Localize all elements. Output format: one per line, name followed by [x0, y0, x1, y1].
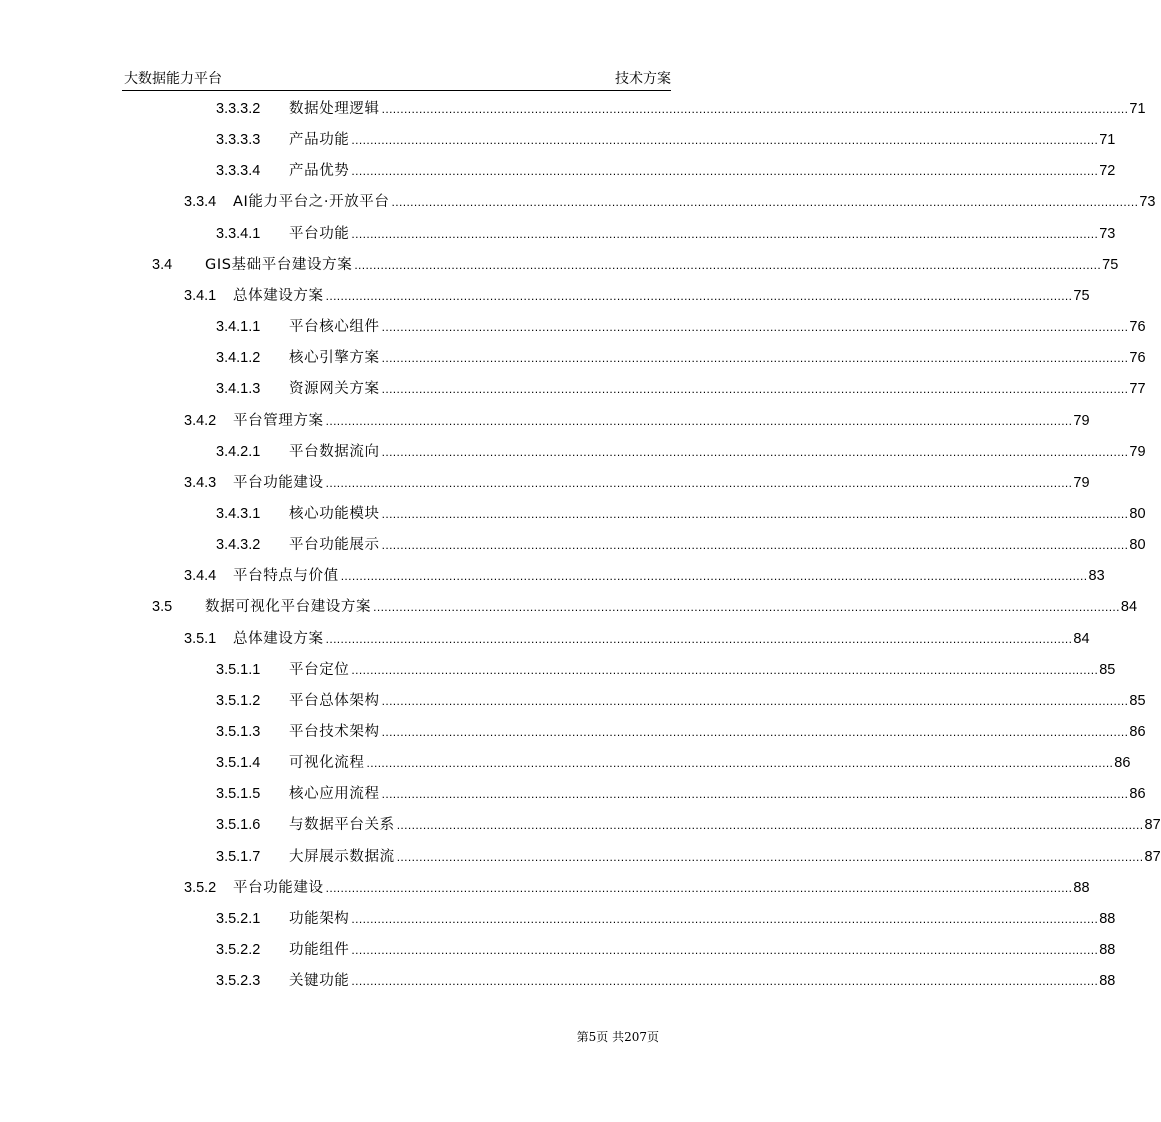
toc-entry-number: 3.5.1.7	[216, 848, 261, 865]
toc-dot-leader: ........................................................................................................................................................................................................	[396, 849, 1144, 864]
toc-entry-page: 84	[1120, 599, 1138, 616]
toc-dot-leader: ........................................................................................................................................................................................................	[351, 974, 1099, 989]
toc-entry-number: 3.4	[152, 256, 173, 273]
toc-entry-page: 86	[1114, 755, 1131, 772]
toc-entry-page: 85	[1129, 692, 1146, 709]
toc-entry-number: 3.5.2	[184, 879, 217, 896]
toc-entry[interactable]	[0, 876, 1090, 900]
toc-entry[interactable]	[0, 720, 1146, 744]
toc-entry-number: 3.5.1	[184, 630, 217, 647]
toc-dot-leader: ........................................................................................................................................................................................................	[351, 943, 1099, 958]
toc-entry-title: 可视化流程	[289, 755, 365, 772]
toc-dot-leader: ........................................................................................................................................................................................................	[381, 444, 1129, 459]
toc-entry-page: 71	[1129, 101, 1146, 117]
toc-entry-title: 平台功能建设	[233, 879, 324, 896]
toc-entry-number: 3.5.1.4	[216, 755, 261, 772]
toc-entry[interactable]	[0, 346, 1146, 370]
toc-dot-leader: ........................................................................................................................................................................................................	[366, 756, 1114, 771]
toc-entry-title: 平台数据流向	[289, 443, 380, 460]
toc-entry-number: 3.4.3.2	[216, 537, 261, 554]
toc-dot-leader: ........................................................................................................................................................................................................	[325, 475, 1073, 490]
toc-entry-title: 平台功能展示	[289, 537, 380, 554]
toc-entry-number: 3.3.4	[184, 194, 217, 211]
toc-entry[interactable]	[0, 315, 1146, 339]
toc-entry[interactable]	[0, 564, 1105, 588]
toc-entry-title: 关键功能	[289, 973, 350, 990]
toc-entry-number: 3.3.3.4	[216, 163, 261, 180]
toc-entry[interactable]	[0, 284, 1090, 308]
toc-entry-page: 79	[1073, 412, 1090, 429]
toc-dot-leader: ........................................................................................................................................................................................................	[354, 257, 1102, 272]
page-header	[122, 66, 671, 91]
toc-dot-leader: ........................................................................................................................................................................................................	[381, 538, 1129, 553]
toc-entry-title: 平台总体架构	[289, 692, 380, 709]
toc-entry-page: 88	[1099, 942, 1116, 959]
toc-entry-title: AI能力平台之·开放平台	[233, 194, 390, 211]
toc-entry-number: 3.4.3.1	[216, 505, 261, 522]
toc-entry-number: 3.3.3.2	[216, 101, 261, 117]
toc-entry-page: 87	[1144, 817, 1161, 834]
toc-entry-page: 79	[1073, 474, 1090, 491]
toc-entry[interactable]	[0, 845, 1161, 869]
toc-entry-page: 88	[1099, 910, 1116, 927]
toc-entry-page: 71	[1099, 132, 1116, 149]
toc-entry-title: 平台功能建设	[233, 474, 324, 491]
toc-dot-leader: ........................................................................................................................................................................................................	[381, 320, 1129, 335]
toc-dot-leader: ........................................................................................................................................................................................................	[351, 164, 1099, 179]
toc-dot-leader: ........................................................................................................................................................................................................	[351, 911, 1099, 926]
toc-entry[interactable]	[0, 658, 1116, 682]
toc-entry-title: 平台技术架构	[289, 724, 380, 740]
toc-entry-page: 75	[1073, 287, 1090, 304]
toc-entry-title: 平台核心组件	[289, 319, 380, 336]
toc-entry-number: 3.4.1.2	[216, 350, 261, 367]
toc-entry-title: 与数据平台关系	[289, 817, 395, 834]
toc-entry-number: 3.4.2	[184, 412, 217, 429]
toc-entry[interactable]	[0, 813, 1161, 837]
toc-entry[interactable]	[0, 907, 1116, 931]
toc-entry-number: 3.3.3.3	[216, 132, 261, 149]
toc-dot-leader: ........................................................................................................................................................................................................	[325, 288, 1073, 303]
toc-entry-number: 3.5.1.1	[216, 661, 261, 678]
toc-entry[interactable]	[0, 689, 1146, 713]
toc-entry[interactable]	[0, 533, 1146, 557]
toc-entry[interactable]	[0, 222, 1116, 246]
toc-entry-title: 数据处理逻辑	[289, 101, 380, 117]
page-number: 第5页 共207页	[576, 1030, 659, 1044]
toc-dot-leader: ........................................................................................................................................................................................................	[381, 102, 1129, 116]
toc-dot-leader: ........................................................................................................................................................................................................	[396, 818, 1144, 833]
toc-entry-number: 3.5.1.5	[216, 786, 261, 803]
toc-entry[interactable]	[0, 190, 1156, 214]
toc-dot-leader: ........................................................................................................................................................................................................	[325, 413, 1073, 428]
toc-entry-title: 功能组件	[289, 942, 350, 959]
toc-entry-page: 88	[1073, 879, 1090, 896]
toc-entry[interactable]	[0, 97, 1146, 121]
toc-entry-page: 88	[1099, 973, 1116, 990]
toc-entry[interactable]	[0, 782, 1146, 806]
toc-entry-number: 3.4.1.3	[216, 381, 261, 398]
toc-entry-title: 产品优势	[289, 163, 350, 180]
toc-entry-number: 3.5.1.2	[216, 692, 261, 709]
toc-dot-leader: ........................................................................................................................................................................................................	[381, 725, 1129, 739]
toc-entry[interactable]	[0, 409, 1090, 433]
toc-dot-leader: ........................................................................................................................................................................................................	[351, 226, 1099, 241]
toc-entry-title: 平台功能	[289, 225, 350, 242]
toc-entry-title: 平台管理方案	[233, 412, 324, 429]
toc-entry-title: 功能架构	[289, 910, 350, 927]
toc-entry-number: 3.4.3	[184, 474, 217, 491]
toc-entry-title: 数据可视化平台建设方案	[205, 599, 372, 616]
toc-entry[interactable]	[0, 595, 1138, 619]
toc-dot-leader: ........................................................................................................................................................................................................	[391, 195, 1139, 210]
toc-entry-page: 76	[1129, 319, 1146, 336]
toc-entry-number: 3.5	[152, 599, 173, 616]
toc-entry-page: 79	[1129, 443, 1146, 460]
toc-entry-number: 3.3.4.1	[216, 225, 261, 242]
toc-entry-page: 72	[1099, 163, 1116, 180]
toc-entry[interactable]	[0, 159, 1116, 183]
toc-dot-leader: ........................................................................................................................................................................................................	[381, 693, 1129, 708]
toc-entry[interactable]	[0, 377, 1146, 401]
toc-entry-title: 产品功能	[289, 132, 350, 149]
header-document-title: 大数据能力平台	[124, 71, 222, 87]
toc-entry-page: 80	[1129, 505, 1146, 522]
toc-entry[interactable]	[0, 751, 1131, 775]
toc-entry-page: 84	[1073, 630, 1090, 647]
toc-entry-number: 3.4.1.1	[216, 319, 261, 336]
toc-entry-number: 3.5.2.3	[216, 973, 261, 990]
toc-entry-number: 3.5.1.6	[216, 817, 261, 834]
toc-dot-leader: ........................................................................................................................................................................................................	[381, 351, 1129, 366]
toc-entry-number: 3.5.2.2	[216, 942, 261, 959]
toc-entry-page: 75	[1102, 256, 1119, 273]
toc-entry-page: 83	[1088, 568, 1105, 585]
toc-entry-page: 73	[1139, 194, 1156, 211]
toc-entry-page: 87	[1144, 848, 1161, 865]
toc-entry-title: 核心功能模块	[289, 505, 380, 522]
toc-entry-title: 平台定位	[289, 661, 350, 678]
toc-entry-title: 核心应用流程	[289, 786, 380, 803]
toc-entry-title: 资源网关方案	[289, 381, 380, 398]
toc-entry-title: 总体建设方案	[233, 630, 324, 647]
toc-entry[interactable]	[0, 969, 1116, 993]
toc-entry-number: 3.4.4	[184, 568, 217, 585]
toc-entry-page: 73	[1099, 225, 1116, 242]
toc-entry-page: 85	[1099, 661, 1116, 678]
toc-entry-title: GIS基础平台建设方案	[205, 256, 353, 273]
toc-entry[interactable]	[0, 938, 1116, 962]
toc-entry-page: 80	[1129, 537, 1146, 554]
toc-entry-title: 平台特点与价值	[233, 568, 339, 585]
toc-dot-leader: ........................................................................................................................................................................................................	[381, 382, 1129, 397]
toc-entry[interactable]	[0, 128, 1116, 152]
toc-entry[interactable]	[0, 627, 1090, 651]
toc-entry-number: 3.5.1.3	[216, 724, 261, 740]
toc-entry-page: 77	[1129, 381, 1146, 398]
toc-entry-title: 总体建设方案	[233, 287, 324, 304]
toc-dot-leader: ........................................................................................................................................................................................................	[325, 880, 1073, 895]
toc-dot-leader: ........................................................................................................................................................................................................	[351, 662, 1099, 677]
toc-dot-leader: ........................................................................................................................................................................................................	[325, 631, 1073, 646]
toc-entry-title: 大屏展示数据流	[289, 848, 395, 865]
toc-dot-leader: ........................................................................................................................................................................................................	[381, 787, 1129, 802]
toc-entry[interactable]	[0, 471, 1090, 495]
toc-dot-leader: ........................................................................................................................................................................................................	[340, 569, 1088, 584]
toc-entry-page: 86	[1129, 786, 1146, 803]
toc-dot-leader: ........................................................................................................................................................................................................	[351, 133, 1099, 148]
toc-entry[interactable]	[0, 502, 1146, 526]
toc-entry-number: 3.5.2.1	[216, 910, 261, 927]
toc-entry-number: 3.4.2.1	[216, 443, 261, 460]
toc-entry-page: 86	[1129, 724, 1146, 740]
toc-entry-title: 核心引擎方案	[289, 350, 380, 367]
toc-dot-leader: ........................................................................................................................................................................................................	[373, 600, 1120, 615]
header-section-title: 技术方案	[615, 71, 671, 87]
toc-entry[interactable]	[0, 253, 1119, 277]
toc-dot-leader: ........................................................................................................................................................................................................	[381, 506, 1129, 521]
toc-entry[interactable]	[0, 440, 1146, 464]
toc-entry-page: 76	[1129, 350, 1146, 367]
toc-entry-number: 3.4.1	[184, 287, 217, 304]
